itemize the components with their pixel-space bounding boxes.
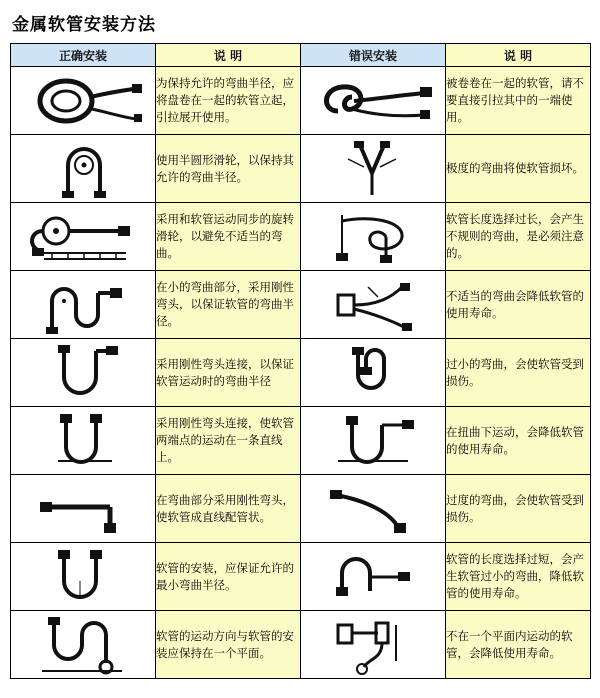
row-description: 软管长度选择过长，会产生不规则的弯曲，是必须注意的。 [446,203,591,271]
row-description: 软管的安装，应保证允许的最小弯曲半径。 [156,543,301,611]
table-row [11,475,591,543]
table-row [11,135,591,203]
row-description: 在小的弯曲部分，采用刚性弯头，以保证软管的弯曲半径。 [156,271,301,339]
table-row [11,543,591,611]
table-row [11,203,591,271]
table-header [11,44,591,67]
header-wrong-description: 说 明 [446,44,591,67]
table-row [11,271,591,339]
row-description: 在扭曲下运动，会降低软管的使用寿命。 [446,407,591,475]
row-description: 软管的长度选择过短，会产生软管过小的弯曲，降低软管的使用寿命。 [446,543,591,611]
installation-methods-table [10,43,591,679]
rotating-pulley-icon [11,203,156,271]
page-title: 金属软管安装方法 [12,15,156,35]
row-description: 采用和软管运动同步的旋转滑轮，以避免不适当的弯曲。 [156,203,301,271]
twisted-u-icon [301,407,446,475]
out-of-plane-motion-icon [301,611,446,679]
row-description: 采用刚性弯头连接，以保证软管运动时的弯曲半径 [156,339,301,407]
row-description: 被卷卷在一起的软管，请不要直接引拉其中的一端使用。 [446,67,591,135]
table-header-row [11,44,591,67]
table-row [11,407,591,475]
table-row [11,339,591,407]
same-plane-motion-icon [11,611,156,679]
row-description: 极度的弯曲将使软管损坏。 [446,135,591,203]
long-hose-loop-icon [301,203,446,271]
row-description: 采用刚性弯头连接，使软管两端点的运动在一条直线上。 [156,407,301,475]
over-bend-icon [301,475,446,543]
rigid-elbow-connect-icon [11,339,156,407]
u-bend-straight-icon [11,407,156,475]
row-description: 不适当的弯曲会降低软管的使用寿命。 [446,271,591,339]
row-description: 过度的弯曲，会使软管受到损伤。 [446,475,591,543]
row-description: 为保持允许的弯曲半径，应将盘卷在一起的软管立起，引拉展开使用。 [156,67,301,135]
semicircle-pulley-icon [11,135,156,203]
table-body [11,67,591,679]
sharp-bend-icon [301,135,446,203]
header-wrong-install: 错误安装 [301,44,446,67]
row-description: 使用半圆形滑轮，以保持其允许的弯曲半径。 [156,135,301,203]
header-correct-install: 正确安装 [11,44,156,67]
min-bend-radius-icon [11,543,156,611]
straight-piping-elbow-icon [11,475,156,543]
row-description: 不在一个平面内运动的软管，会降低使用寿命。 [446,611,591,679]
row-description: 软管的运动方向与软管的安装应保持在一个平面。 [156,611,301,679]
too-long-hose-icon [301,543,446,611]
row-description: 过小的弯曲，会使软管受到损伤。 [446,339,591,407]
row-description: 在弯曲部分采用刚性弯头，使软管成直线配管状。 [156,475,301,543]
tight-bend-icon [301,339,446,407]
improper-bend-icon [301,271,446,339]
table-row [11,67,591,135]
header-correct-description: 说 明 [156,44,301,67]
table-row [11,611,591,679]
coiled-hose-pulled-icon [301,67,446,135]
rigid-bend-small-icon [11,271,156,339]
coiled-hose-icon [11,67,156,135]
